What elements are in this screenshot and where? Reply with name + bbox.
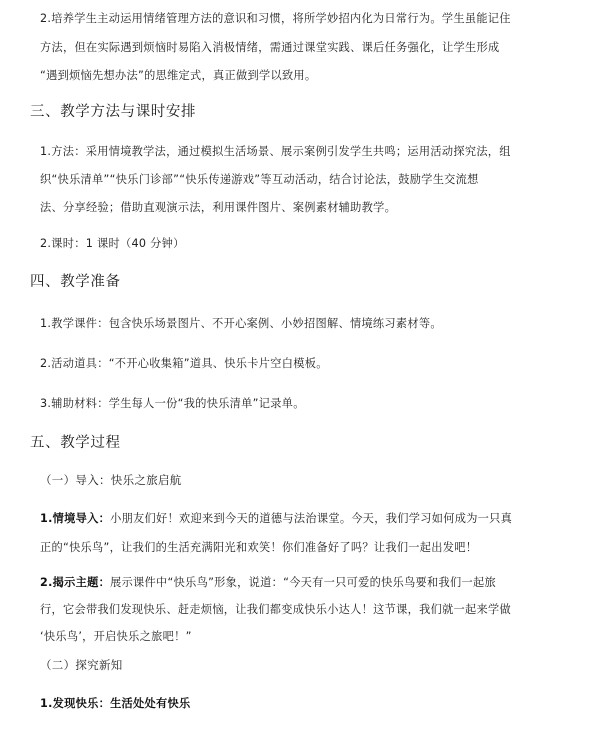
prep-item-courseware: 1.教学课件：包含快乐场景图片、不开心案例、小妙招图解、情境练习素材等。 xyxy=(40,317,442,330)
theme-text-1: 展示课件中“快乐鸟”形象，说道：“今天有一只可爱的快乐鸟要和我们一起旅 xyxy=(110,576,496,589)
situation-line-1 xyxy=(40,509,576,529)
theme-label: 2.揭示主题： xyxy=(40,576,111,589)
goal2-line-1: 2.培养学生主动运用情绪管理方法的意识和习惯，将所学妙招内化为日常行为。学生虽能记住 xyxy=(40,12,511,25)
part2-title: （二）探究新知 xyxy=(40,658,123,672)
situation-text-1: 小朋友们好！欢迎来到今天的道德与法治课堂。今天，我们学习如何成为一只真 xyxy=(110,512,513,525)
goal2-line-3: “遇到烦恼先想办法”的思维定式，真正做到学以致用。 xyxy=(40,69,317,82)
section-heading-process: 五、教学过程 xyxy=(30,435,121,451)
discover-heading: 1.发现快乐：生活处处有快乐 xyxy=(40,697,191,710)
goal2-line-2: 方法，但在实际遇到烦恼时易陷入消极情绪，需通过课堂实践、课后任务强化，让学生形成 xyxy=(40,41,500,54)
method-line-1: 1.方法：采用情境教学法，通过模拟生活场景、展示案例引发学生共鸣；运用活动探究法，组 xyxy=(40,145,511,158)
method-line-3: 法、分享经验；借助直观演示法，利用课件图片、案例素材辅助教学。 xyxy=(40,201,397,214)
method-line-2: 织“快乐清单”“快乐门诊部”“快乐传递游戏”等互动活动，结合讨论法，鼓励学生交流想 xyxy=(40,173,479,186)
situation-line-2: 正的“快乐鸟”，让我们的生活充满阳光和欢笑！你们准备好了吗？让我们一起出发吧！ xyxy=(40,541,478,554)
situation-label: 1.情境导入： xyxy=(40,512,111,525)
section-heading-preparation: 四、教学准备 xyxy=(30,274,121,290)
part1-title: （一）导入：快乐之旅启航 xyxy=(40,473,182,487)
duration-line: 2.课时：1 课时（40 分钟） xyxy=(40,237,185,250)
section-heading-methods: 三、教学方法与课时安排 xyxy=(30,104,197,120)
theme-line-3: ‘快乐鸟’，开启快乐之旅吧！” xyxy=(40,630,192,643)
theme-line-1 xyxy=(40,573,576,593)
theme-line-2: 行，它会带我们发现快乐、赶走烦恼，让我们都变成快乐小达人！这节课，我们就一起来学做 xyxy=(40,603,511,616)
prep-item-props: 2.活动道具：“不开心收集箱”道具、快乐卡片空白模板。 xyxy=(40,357,328,370)
prep-item-materials: 3.辅助材料：学生每人一份“我的快乐清单”记录单。 xyxy=(40,397,305,410)
